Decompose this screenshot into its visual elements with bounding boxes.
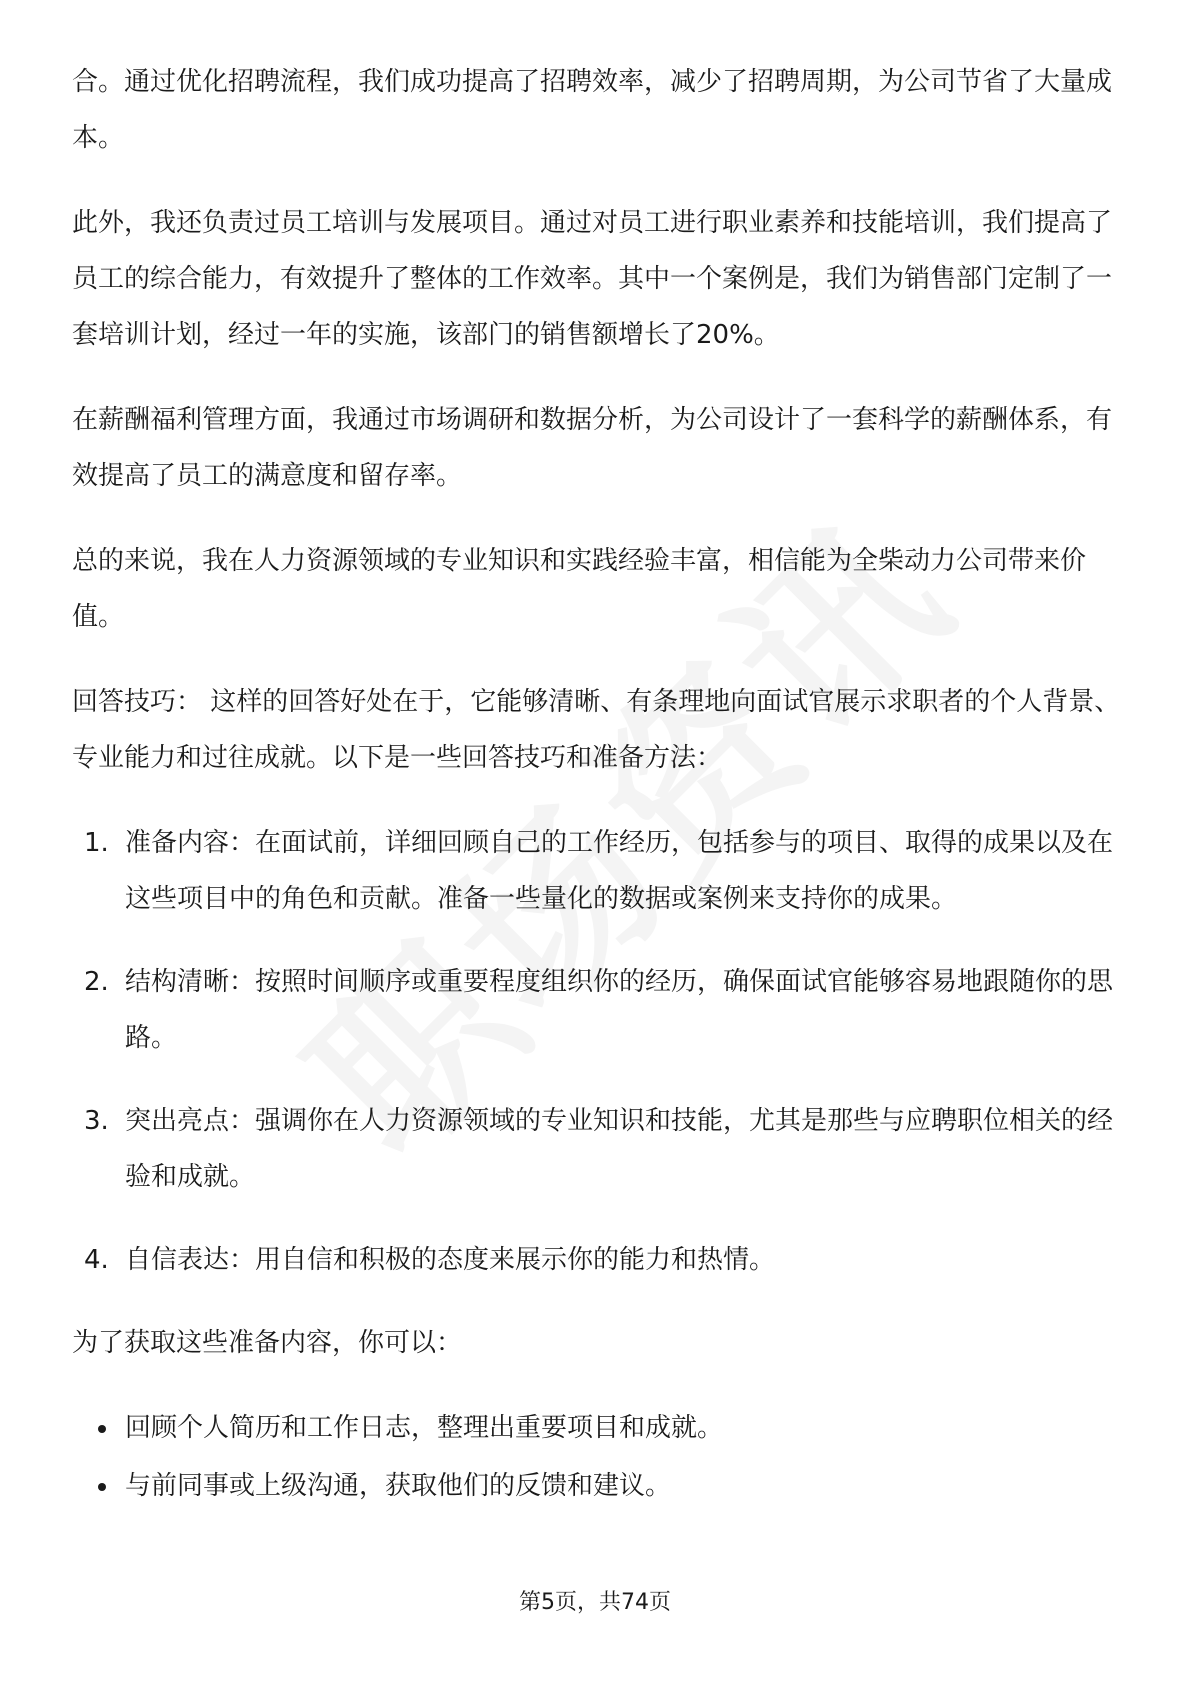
list-item [72,1232,1122,1288]
list-item-text: 准备内容：在面试前，详细回顾自己的工作经历，包括参与的项目、取得的成果以及在这些项目中的角色和贡献。准备一些量化的数据或案例来支持你的成果。 [125,828,1114,914]
bullet-dot-icon [98,1425,106,1433]
paragraph: 在薪酬福利管理方面，我通过市场调研和数据分析，为公司设计了一套科学的薪酬体系，有效提高了员工的满意度和留存率。 [72,405,1113,491]
answer-tips-paragraph: 回答技巧： 这样的回答好处在于，它能够清晰、有条理地向面试官展示求职者的个人背景、专业能力和过往成就。以下是一些回答技巧和准备方法： [72,687,1121,773]
list-number: 3. [84,1106,109,1136]
prep-intro: 为了获取这些准备内容，你可以： [72,1328,463,1358]
list-item-text: 与前同事或上级沟通，获取他们的反馈和建议。 [125,1471,672,1501]
paragraph: 总的来说，我在人力资源领域的专业知识和实践经验丰富，相信能为全柴动力公司带来价值。 [72,546,1087,632]
list-item-text: 自信表达：用自信和积极的态度来展示你的能力和热情。 [125,1245,776,1275]
list-item [72,954,1122,1066]
bullet-list [72,1400,1122,1514]
list-item-text: 回顾个人简历和工作日志，整理出重要项目和成就。 [125,1413,724,1443]
paragraph: 此外，我还负责过员工培训与发展项目。通过对员工进行职业素养和技能培训，我们提高了员工的综合能力，有效提升了整体的工作效率。其中一个案例是，我们为销售部门定制了一套培训计划，经过一年的实施，该部门的销售额增长了20%。 [72,208,1113,350]
list-item [72,1400,1122,1456]
numbered-list [72,815,1122,1288]
list-item-text: 结构清晰：按照时间顺序或重要程度组织你的经历，确保面试官能够容易地跟随你的思路。 [125,967,1114,1053]
page-content [72,54,1122,1516]
list-number: 2. [84,967,109,997]
list-item-text: 突出亮点：强调你在人力资源领域的专业知识和技能，尤其是那些与应聘职位相关的经验和成就。 [125,1106,1114,1192]
paragraph: 合。通过优化招聘流程，我们成功提高了招聘效率，减少了招聘周期，为公司节省了大量成本。 [72,67,1113,153]
page-footer: 第5页，共74页 [519,1590,671,1615]
list-item [72,1458,1122,1514]
list-item [72,815,1122,927]
list-number: 1. [84,828,109,858]
list-number: 4. [84,1245,109,1275]
list-item [72,1093,1122,1205]
bullet-dot-icon [98,1483,106,1491]
